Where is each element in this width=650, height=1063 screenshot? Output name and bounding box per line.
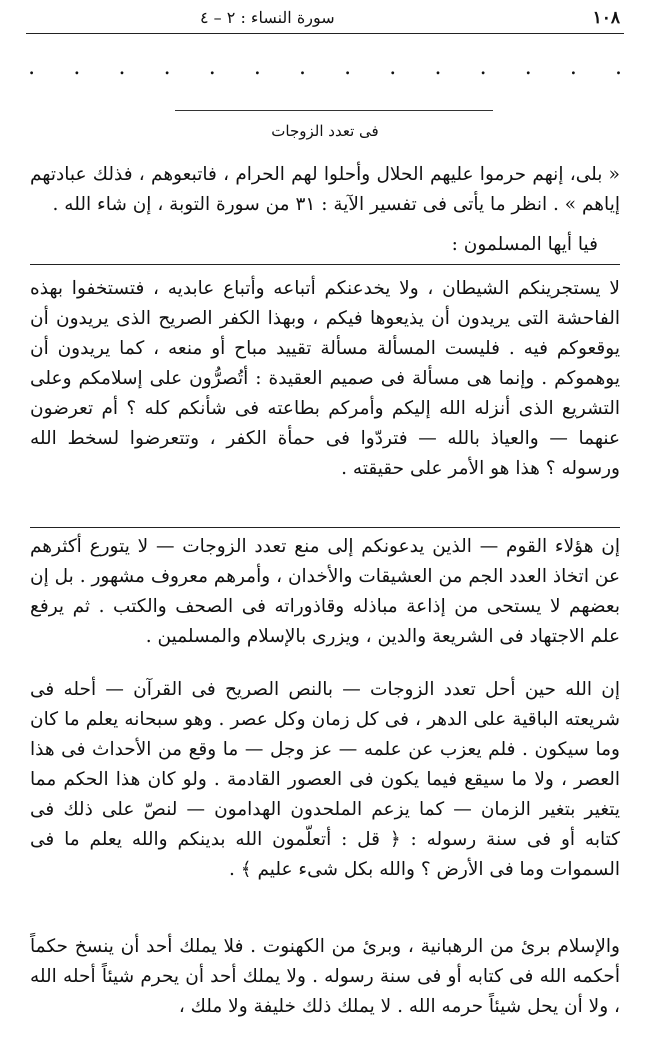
dot: . (299, 55, 307, 80)
paragraph-divider (30, 264, 620, 265)
dot: . (73, 55, 81, 80)
paragraph-4: إن هؤلاء القوم — الذين يدعونكم إلى منع تعدد الزوجات — لا يتورع أكثرهم عن اتخاذ العدد الجم من العشيقات والأخدان ، وأمرهم معروف مشهور . بل إن بعضهم لا يستحى من إذاعة مباذله وقاذوراته فى الصحف والكتب . ثم يرفع علم الاجتهاد فى الشريعة والدين ، ويزرى بالإسلام والمسلمين . (30, 536, 620, 647)
dot: . (253, 55, 261, 80)
dot-separator (28, 57, 622, 79)
paragraph-5: إن الله حين أحل تعدد الزوجات — بالنص الصريح فى القرآن — أحله فى شريعته الباقية على الدهر ، فى كل زمان وكل عصر . وهو سبحانه يعلم ما كان وما سيكون . فلم يعزب عن علمه — عز وجل — ما وقع من الأحداث فى هذا العصر ، ولا ما سيقع فيما يكون فى العصور القادمة . ولو كان هذا الحكم مما يتغير بتغير الزمان — كما يزعم الملحدون الهدامون — لنصّ على ذلك فى كتابه أو فى سنة رسوله : ﴿ قل : أتعلّمون الله بدينكم والله يعلم ما فى السموات وما فى الأرض ؟ والله بكل شىء عليم ﴾ . (30, 679, 620, 880)
dot: . (344, 55, 352, 80)
dot: . (208, 55, 216, 80)
paragraph-1: « بلى، إنهم حرموا عليهم الحلال وأحلوا لهم الحرام ، فاتبعوهم ، فذلك عبادتهم إياهم » . انظر ما يأتى فى تفسير الآية : ٣١ من سورة التوبة ، إن شاء الله . (30, 164, 620, 215)
section-subtitle: فى تعدد الزوجات (271, 122, 379, 140)
dot: . (615, 55, 622, 80)
paragraph-2: فيا أيها المسلمون : (451, 234, 598, 255)
header-rule (26, 33, 624, 34)
paragraph-divider (30, 527, 620, 528)
dot: . (479, 55, 487, 80)
paragraph-6: والإسلام برئ من الرهبانية ، وبرئ من الكهنوت . فلا يملك أحد أن ينسخ حكماً أحكمه الله فى كتابه أو فى سنة رسوله . ولا يملك أحد أن يحرم شيئاً أحله الله ، ولا أن يحل شيئاً حرمه الله . لا يملك ذلك خليفة ولا ملك ، (30, 936, 620, 1017)
page-header (30, 8, 620, 34)
running-title: سورة النساء : ٢ – ٤ (200, 8, 335, 27)
subtitle-rule (175, 110, 493, 111)
dot: . (118, 55, 126, 80)
page-number: ١٠٨ (592, 8, 620, 28)
dot: . (28, 55, 36, 80)
paragraph-3: لا يستجرينكم الشيطان ، ولا يخدعنكم أتباعه وأتباع عابديه ، فتستخفوا بهذه الفاحشة التى يريدون أن يذيعوها فيكم ، وبهذا الكفر الصريح الذى يريدون أن يوقعوكم فيه . فليست المسألة مسألة تقييد مباح أو منعه ، كما يريدون أن يوهموكم . وإنما هى مسألة فى صميم العقيدة : أتُصرُّون على إسلامكم وعلى التشريع الذى أنزله الله إليكم وأمركم بطاعته فى شأنكم كله ؟ أم تعرضون عنهما — والعياذ بالله — فتردّوا فى حمأة الكفر ، وتتعرضوا لسخط الله ورسوله ؟ هذا هو الأمر على حقيقته . (30, 278, 620, 479)
dot: . (569, 55, 577, 80)
dot: . (389, 55, 397, 80)
dot: . (524, 55, 532, 80)
dot: . (434, 55, 442, 80)
dot: . (163, 55, 171, 80)
